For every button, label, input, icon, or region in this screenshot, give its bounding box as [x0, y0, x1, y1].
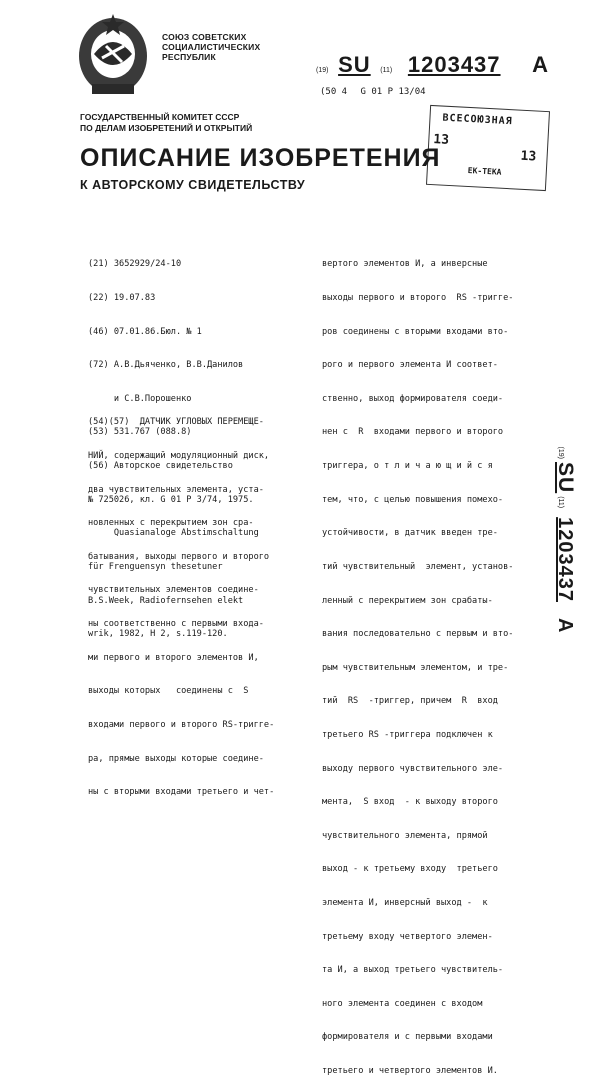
- org-line: РЕСПУБЛИК: [162, 52, 216, 62]
- text-line: ленный с перекрытием зон срабаты-: [322, 595, 493, 606]
- text-line: устойчивости, в датчик введен тре-: [322, 528, 498, 539]
- text-line: мента, S вход - к выходу второго: [322, 797, 498, 808]
- patent-number: 1203437: [407, 52, 501, 77]
- code-51: (50 4: [320, 87, 348, 97]
- text-line: тем, что, с целью повышения помехо-: [322, 494, 504, 505]
- text-line: тий чувствительный элемент, установ-: [322, 561, 514, 572]
- text-line: выходы первого и второго RS -тригге-: [322, 293, 514, 304]
- state-emblem: [72, 12, 154, 102]
- text-line: ного элемента соединен с входом: [322, 998, 483, 1009]
- kind-code: A: [532, 52, 550, 77]
- side-patent-number: [552, 418, 578, 658]
- stamp-number-left: 13: [432, 132, 450, 148]
- meta-line: Quasianaloge Abstimschaltung: [88, 528, 259, 539]
- committee-line: ПО ДЕЛАМ ИЗОБРЕТЕНИЙ И ОТКРЫТИЙ: [80, 123, 253, 133]
- meta-line: (53) 531.767 (088.8): [88, 427, 192, 438]
- text-line: чувствительных элементов соедине-: [88, 585, 259, 596]
- side-code-11: (11): [557, 496, 564, 509]
- claim-text-right: [322, 237, 513, 1088]
- text-line: два чувствительных элемента, уста-: [88, 484, 264, 495]
- meta-line: (72) А.В.Дьяченко, В.В.Данилов: [88, 360, 244, 371]
- committee-name: [80, 112, 252, 134]
- side-number: 1203437: [554, 517, 576, 602]
- text-line: выход - к третьему входу третьего: [322, 864, 498, 875]
- text-line: ны с вторыми входами третьего и чет-: [88, 787, 275, 798]
- text-line: НИЙ, содержащий модуляционный диск,: [88, 451, 270, 462]
- code-11: (11): [380, 67, 393, 74]
- text-line: триггера, о т л и ч а ю щ и й с я: [322, 461, 493, 472]
- patent-id-header: [316, 52, 549, 78]
- document-subtitle: К АВТОРСКОМУ СВИДЕТЕЛЬСТВУ: [80, 178, 306, 192]
- text-line: чувствительного элемента, прямой: [322, 830, 488, 841]
- side-kind-code: A: [554, 618, 576, 633]
- stamp-line: ВСЕСОЮЗНАЯ: [442, 112, 513, 128]
- text-line: вания последовательно с первым и вто-: [322, 629, 514, 640]
- text-line: третьего RS -триггера подключен к: [322, 729, 493, 740]
- text-line: ны соответственно с первыми входа-: [88, 619, 264, 630]
- meta-line: (22) 19.07.83: [88, 293, 156, 304]
- text-line: батывания, выходы первого и второго: [88, 551, 270, 562]
- text-line: входами первого и второго RS-тригге-: [88, 719, 275, 730]
- code-19: (19): [316, 67, 329, 74]
- country-code: SU: [338, 52, 371, 77]
- text-line: тий RS -триггер, причем R вход: [322, 696, 498, 707]
- text-line: рого и первого элемента И соответ-: [322, 360, 498, 371]
- text-line: ми первого и второго элементов И,: [88, 652, 259, 663]
- text-line: рым чувствительным элементом, и тре-: [322, 662, 509, 673]
- text-line: та И, а выход третьего чувствитель-: [322, 965, 504, 976]
- text-line: (54)(57) ДАТЧИК УГЛОВЫХ ПЕРЕМЕЩЕ-: [88, 417, 264, 428]
- text-line: элемента И, инверсный выход - к: [322, 897, 488, 908]
- committee-line: ГОСУДАРСТВЕННЫЙ КОМИТЕТ СССР: [80, 112, 240, 122]
- meta-line: (21) 3652929/24-10: [88, 259, 182, 270]
- side-code-19: (19): [557, 446, 564, 459]
- text-line: ственно, выход формирователя соеди-: [322, 393, 504, 404]
- text-line: вертого элементов И, а инверсные: [322, 259, 488, 270]
- text-line: третьего и четвертого элементов И.: [322, 1066, 498, 1077]
- library-stamp: [426, 105, 550, 191]
- meta-line: (46) 07.01.86.Бюл. № 1: [88, 326, 202, 337]
- document-title: ОПИСАНИЕ ИЗОБРЕТЕНИЯ: [80, 144, 441, 172]
- stamp-number-right: 13: [520, 148, 537, 165]
- text-line: формирователя и с первыми входами: [322, 1032, 493, 1043]
- text-line: ра, прямые выходы которые соедине-: [88, 753, 264, 764]
- text-line: третьему входу четвертого элемен-: [322, 931, 493, 942]
- meta-line: и С.В.Порошенко: [88, 393, 192, 404]
- meta-line: B.S.Week, Radiofernsehen elekt: [88, 595, 244, 606]
- country-name: [162, 32, 260, 62]
- meta-line: № 725026, кл. G 01 P 3/74, 1975.: [88, 494, 254, 505]
- text-line: нен с R входами первого и второго: [322, 427, 504, 438]
- meta-line: (56) Авторское свидетельство: [88, 461, 233, 472]
- ipc-classification: [320, 87, 426, 97]
- org-line: СОЦИАЛИСТИЧЕСКИХ: [162, 42, 261, 52]
- org-line: СОЮЗ СОВЕТСКИХ: [162, 32, 247, 42]
- text-line: ров соединены с вторыми входами вто-: [322, 326, 509, 337]
- meta-line: für Frenguensyn thesetuner: [88, 561, 223, 572]
- claim-text-left: [88, 395, 274, 810]
- text-line: новленных с перекрытием зон сра-: [88, 518, 254, 529]
- ipc-code: G 01 P 13/04: [360, 87, 426, 97]
- meta-line: wrik, 1982, H 2, s.119-120.: [88, 629, 228, 640]
- text-line: выходу первого чувствительного эле-: [322, 763, 504, 774]
- stamp-line: ЕК-ТЕКА: [467, 165, 502, 177]
- side-country-code: SU: [554, 462, 577, 494]
- text-line: выходы которых соединены с S: [88, 686, 249, 697]
